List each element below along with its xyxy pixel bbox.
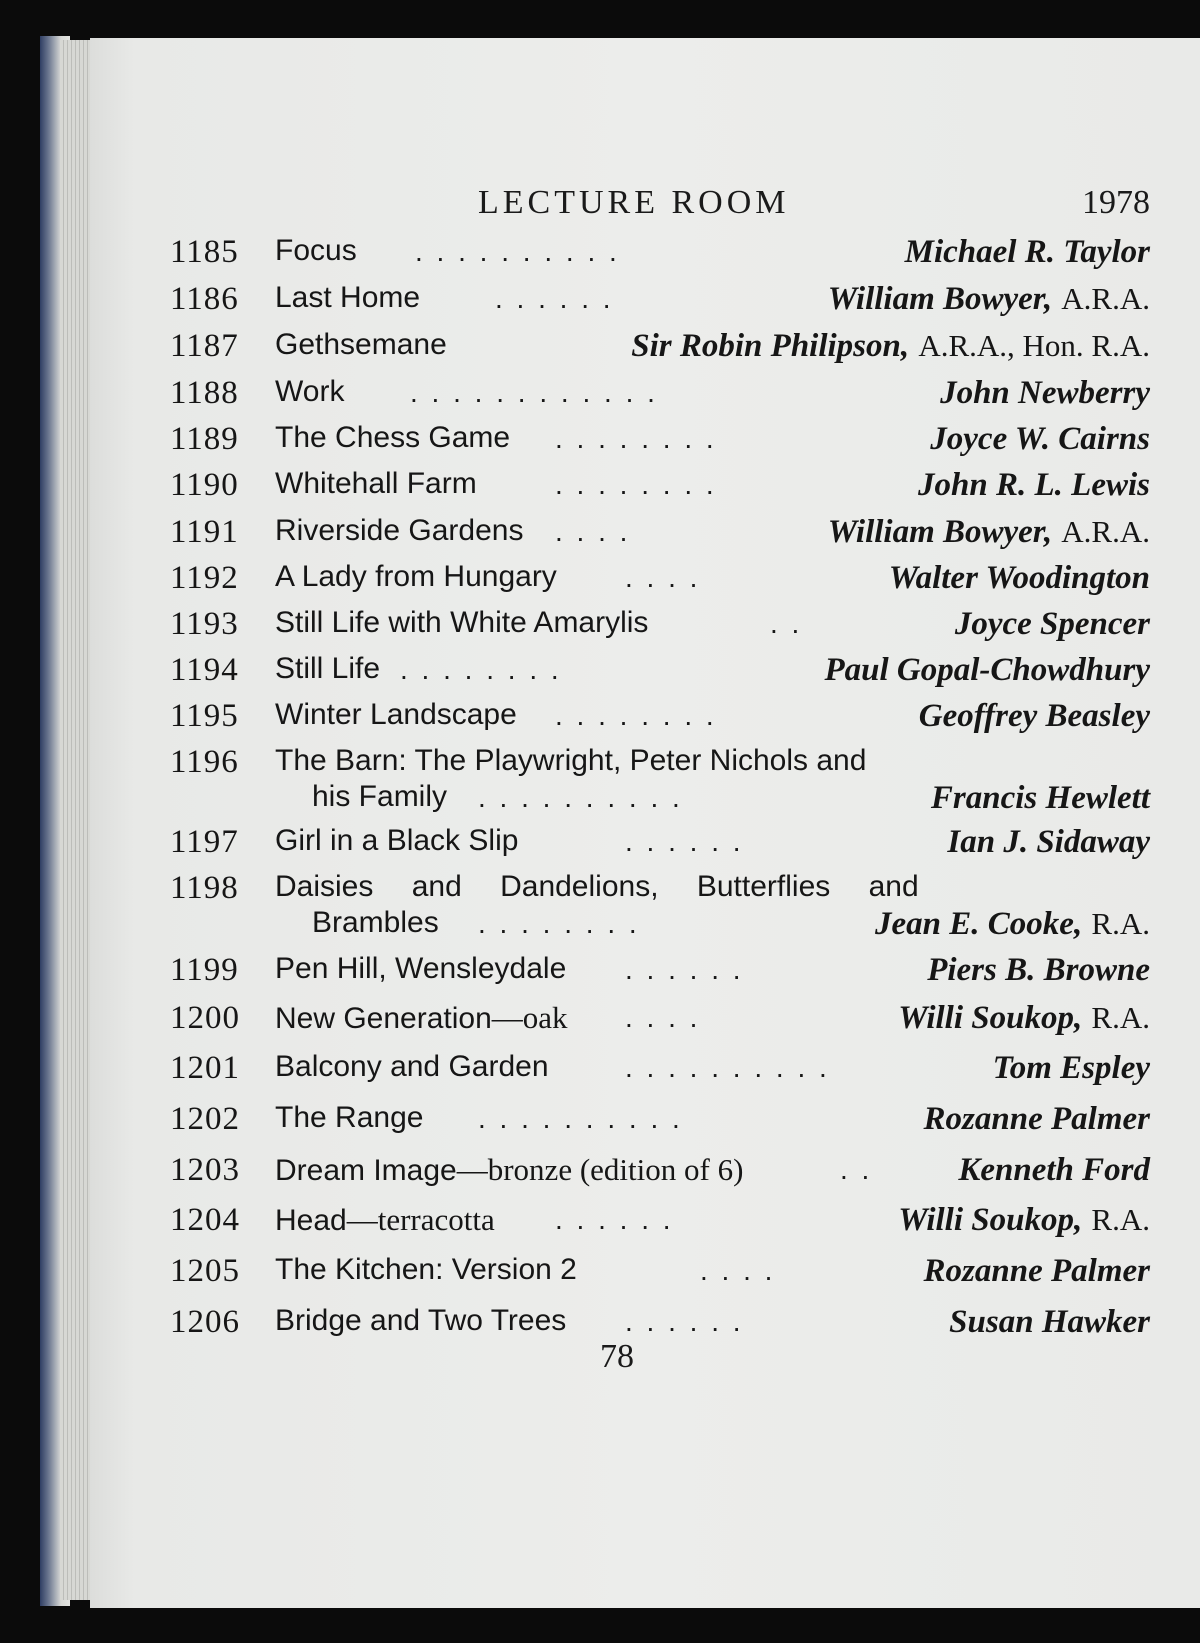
catalogue-entry bbox=[90, 744, 1200, 824]
entry-artist bbox=[940, 375, 1150, 412]
artist-name: Tom Espley bbox=[992, 1050, 1150, 1086]
entry-title-text: The Range bbox=[275, 1101, 424, 1134]
entry-title-text: New Generation bbox=[275, 1002, 492, 1035]
leader-dots: . . . . . . . . bbox=[555, 469, 717, 500]
entry-title-continued: his Family bbox=[312, 780, 448, 813]
entry-number: 1199 bbox=[170, 952, 239, 988]
artist-name: Rozanne Palmer bbox=[923, 1253, 1150, 1289]
entry-artist bbox=[955, 606, 1150, 643]
leader-dots: . . . . bbox=[555, 516, 631, 547]
leader-dots: . . . . . . bbox=[625, 1306, 744, 1337]
entry-title-text: Focus bbox=[275, 234, 357, 267]
leader-dots: . . . . . . bbox=[625, 826, 744, 857]
entry-title-text: Balcony and Garden bbox=[275, 1050, 549, 1083]
entry-title bbox=[275, 467, 477, 501]
leader-dots: . . . . . . . . . . bbox=[478, 1103, 683, 1134]
entry-number: 1194 bbox=[170, 652, 239, 688]
entry-artist bbox=[828, 514, 1150, 551]
artist-name: Piers B. Browne bbox=[927, 952, 1150, 988]
artist-honour: R.A. bbox=[1091, 1202, 1150, 1237]
leader-dots: . . . . . . . . bbox=[478, 908, 640, 939]
entry-artist bbox=[898, 1000, 1150, 1037]
entry-number: 1189 bbox=[170, 421, 239, 457]
entry-artist bbox=[958, 1152, 1150, 1189]
entry-title-text: Still Life with White Amarylis bbox=[275, 606, 649, 639]
entry-artist bbox=[828, 281, 1150, 318]
artist-honour: R.A. bbox=[1091, 1000, 1150, 1035]
running-header bbox=[90, 184, 1200, 234]
catalogue-entry bbox=[90, 1304, 1200, 1348]
entry-title-text: Gethsemane bbox=[275, 328, 447, 361]
artist-name: John Newberry bbox=[940, 375, 1150, 411]
entry-artist bbox=[924, 1101, 1150, 1138]
entry-title bbox=[275, 1304, 566, 1338]
artist-name: Paul Gopal-Chowdhury bbox=[824, 652, 1150, 688]
entry-number: 1191 bbox=[170, 514, 239, 550]
catalogue-entry bbox=[90, 1202, 1200, 1246]
catalogue-entry bbox=[90, 1000, 1200, 1044]
catalogue-entry bbox=[90, 824, 1200, 868]
catalogue-entry bbox=[90, 421, 1200, 465]
artist-name: Michael R. Taylor bbox=[904, 234, 1150, 270]
catalogue-entry bbox=[90, 652, 1200, 696]
entry-medium: —bronze (edition of 6) bbox=[456, 1152, 744, 1187]
catalogue-entry bbox=[90, 375, 1200, 419]
entry-number: 1204 bbox=[170, 1202, 240, 1238]
entry-title-text: Winter Landscape bbox=[275, 698, 517, 731]
entry-title-continued: Brambles bbox=[312, 906, 439, 939]
entry-title bbox=[275, 870, 919, 904]
entry-title bbox=[275, 560, 557, 594]
artist-name: John R. L. Lewis bbox=[918, 467, 1150, 503]
entry-artist bbox=[931, 780, 1150, 817]
entry-title-text: The Barn: The Playwright, Peter Nichols and bbox=[275, 744, 867, 777]
entry-title bbox=[275, 698, 517, 732]
leader-dots: . . . . . . . . bbox=[555, 700, 717, 731]
catalogue-entry bbox=[90, 1152, 1200, 1196]
entry-title-text: Girl in a Black Slip bbox=[275, 824, 519, 857]
entry-title-text: Dream Image bbox=[275, 1154, 457, 1187]
entry-artist bbox=[875, 906, 1150, 943]
entry-number: 1190 bbox=[170, 467, 239, 503]
leader-dots: . . . . . . . . . . bbox=[478, 782, 683, 813]
entry-artist bbox=[905, 234, 1150, 271]
entry-number: 1203 bbox=[170, 1152, 240, 1188]
catalogue-entry bbox=[90, 328, 1200, 372]
artist-name: William Bowyer, bbox=[827, 281, 1053, 317]
entry-title bbox=[275, 375, 344, 409]
entry-number: 1201 bbox=[170, 1050, 240, 1086]
artist-name: Sir Robin Philipson, bbox=[631, 328, 910, 364]
entry-title-text: Whitehall Farm bbox=[275, 467, 477, 500]
artist-name: Willi Soukop, bbox=[898, 1202, 1083, 1238]
entry-artist bbox=[631, 328, 1150, 365]
leader-dots: . . . . bbox=[625, 562, 701, 593]
entry-number: 1192 bbox=[170, 560, 239, 596]
entry-number: 1202 bbox=[170, 1101, 240, 1137]
entry-medium: —terracotta bbox=[346, 1202, 495, 1237]
entry-title-text: Last Home bbox=[275, 281, 421, 314]
entry-title-text: The Kitchen: Version 2 bbox=[275, 1253, 577, 1286]
artist-name: Geoffrey Beasley bbox=[918, 698, 1150, 734]
artist-name: Willi Soukop, bbox=[898, 1000, 1083, 1036]
leader-dots: . . . . . . . . . . bbox=[415, 236, 620, 267]
entry-title-text: Still Life bbox=[275, 652, 381, 685]
entry-title bbox=[275, 328, 447, 362]
catalogue-entry bbox=[90, 952, 1200, 996]
artist-name: Joyce W. Cairns bbox=[930, 421, 1150, 457]
entry-artist bbox=[930, 421, 1150, 458]
entry-number: 1196 bbox=[170, 744, 239, 780]
catalogue-entry bbox=[90, 870, 1200, 950]
entry-artist bbox=[924, 1253, 1150, 1290]
entry-title bbox=[275, 1050, 549, 1084]
artist-name: Ian J. Sidaway bbox=[947, 824, 1150, 860]
catalogue-entry bbox=[90, 281, 1200, 325]
entry-number: 1193 bbox=[170, 606, 239, 642]
leader-dots: . . . . . . . . bbox=[400, 654, 562, 685]
entry-artist bbox=[825, 652, 1151, 689]
catalogue-entry bbox=[90, 1253, 1200, 1297]
page-number: 78 bbox=[600, 1338, 634, 1375]
artist-honour: A.R.A. bbox=[1061, 281, 1150, 316]
leader-dots: . . . . . . . . . . bbox=[625, 1052, 830, 1083]
entry-number: 1195 bbox=[170, 698, 239, 734]
catalogue-entry bbox=[90, 606, 1200, 650]
leader-dots: . . bbox=[840, 1154, 873, 1185]
entry-medium: —oak bbox=[491, 1000, 568, 1035]
entry-title bbox=[275, 652, 380, 686]
entry-number: 1185 bbox=[170, 234, 239, 270]
entry-title bbox=[275, 421, 510, 455]
entry-artist bbox=[919, 698, 1150, 735]
catalogue-entry bbox=[90, 234, 1200, 278]
entry-artist bbox=[927, 952, 1150, 989]
entry-artist bbox=[918, 467, 1150, 504]
entry-title-text: A Lady from Hungary bbox=[275, 560, 557, 593]
artist-name: Francis Hewlett bbox=[930, 780, 1150, 816]
entry-artist bbox=[993, 1050, 1150, 1087]
header-title: LECTURE ROOM bbox=[478, 184, 790, 221]
entry-number: 1198 bbox=[170, 870, 239, 906]
leader-dots: . . . . . . bbox=[555, 1204, 674, 1235]
entry-artist bbox=[947, 824, 1150, 861]
catalogue-entry bbox=[90, 467, 1200, 511]
artist-name: Susan Hawker bbox=[949, 1304, 1150, 1340]
entry-number: 1206 bbox=[170, 1304, 240, 1340]
leader-dots: . . . . bbox=[700, 1255, 776, 1286]
entry-number: 1186 bbox=[170, 281, 239, 317]
artist-name: Joyce Spencer bbox=[954, 606, 1150, 642]
catalogue-entry bbox=[90, 698, 1200, 742]
entry-number: 1197 bbox=[170, 824, 239, 860]
leader-dots: . . . . . . bbox=[495, 283, 614, 314]
leader-dots: . . . . bbox=[625, 1002, 701, 1033]
catalogue-entry bbox=[90, 1050, 1200, 1094]
entry-title-text: Head bbox=[275, 1204, 347, 1237]
entry-title-text: Pen Hill, Wensleydale bbox=[275, 952, 567, 985]
artist-name: Jean E. Cooke, bbox=[875, 906, 1083, 942]
entry-number: 1187 bbox=[170, 328, 239, 364]
catalogue-entry bbox=[90, 514, 1200, 558]
entry-number: 1200 bbox=[170, 1000, 240, 1036]
entry-title bbox=[275, 234, 357, 268]
leader-dots: . . . . . . bbox=[625, 954, 744, 985]
entry-title bbox=[275, 1000, 568, 1036]
artist-honour: R.A. bbox=[1091, 906, 1150, 941]
entry-artist bbox=[889, 560, 1150, 597]
entry-title bbox=[275, 824, 518, 858]
entry-title-text: Bridge and Two Trees bbox=[275, 1304, 567, 1337]
entry-title bbox=[275, 1101, 423, 1135]
artist-name: William Bowyer, bbox=[827, 514, 1053, 550]
entry-title-text: The Chess Game bbox=[275, 421, 511, 454]
leader-dots: . . . . . . . . bbox=[555, 423, 717, 454]
entry-title bbox=[275, 606, 648, 640]
artist-name: Rozanne Palmer bbox=[923, 1101, 1150, 1137]
entry-artist bbox=[949, 1304, 1150, 1341]
entry-title bbox=[275, 514, 523, 548]
entry-title bbox=[275, 952, 566, 986]
entry-artist bbox=[898, 1202, 1150, 1239]
catalogue-entry bbox=[90, 560, 1200, 604]
book-page bbox=[90, 38, 1200, 1608]
entry-title bbox=[275, 1152, 743, 1188]
header-year: 1978 bbox=[1082, 184, 1150, 221]
leader-dots: . . . . . . . . . . . . bbox=[410, 377, 658, 408]
entry-title-text: Work bbox=[275, 375, 345, 408]
entry-title bbox=[275, 744, 866, 778]
catalogue-entry bbox=[90, 1101, 1200, 1145]
artist-name: Kenneth Ford bbox=[958, 1152, 1150, 1188]
entry-title bbox=[275, 1253, 577, 1287]
artist-name: Walter Woodington bbox=[888, 560, 1150, 596]
entry-number: 1205 bbox=[170, 1253, 240, 1289]
entry-title bbox=[275, 1202, 495, 1238]
entry-title-text: Riverside Gardens bbox=[275, 514, 524, 547]
entry-number: 1188 bbox=[170, 375, 239, 411]
entry-title bbox=[275, 281, 420, 315]
entry-title-text: Daisies and Dandelions, Butterflies and bbox=[275, 870, 919, 903]
leader-dots: . . bbox=[770, 608, 803, 639]
artist-honour: A.R.A., Hon. R.A. bbox=[918, 328, 1150, 363]
artist-honour: A.R.A. bbox=[1061, 514, 1150, 549]
